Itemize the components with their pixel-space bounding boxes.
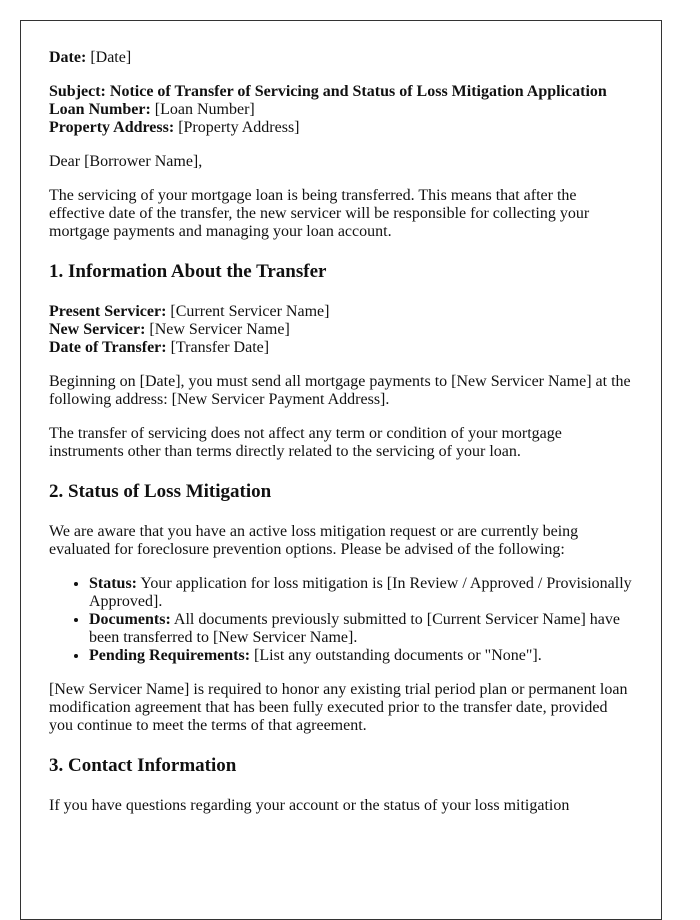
spacer <box>49 357 633 373</box>
transfer-date-value: [Transfer Date] <box>170 339 270 356</box>
contact-paragraph: If you have questions regarding your account or the status of your loss mitigation <box>49 797 570 814</box>
list-item-label: Documents: <box>89 611 171 628</box>
list-item-text: [List any outstanding documents or "None"]. <box>254 647 542 664</box>
present-servicer-value: [Current Servicer Name] <box>170 303 330 320</box>
spacer <box>49 137 633 153</box>
section-1-heading: 1. Information About the Transfer <box>49 261 327 282</box>
loan-number-line <box>49 101 633 119</box>
loss-mitigation-intro: We are aware that you have an active loss mitigation request or are currently being evaluated for foreclosure prevention options. Please be advised of the following: <box>49 523 579 558</box>
document-viewport <box>20 20 662 814</box>
list-item-label: Status: <box>89 575 138 592</box>
subject-label: Subject: <box>49 83 106 100</box>
list-item-pending-requirements <box>89 647 633 665</box>
letter-document <box>20 20 662 920</box>
transfer-details <box>49 303 633 357</box>
honor-agreement-paragraph: [New Servicer Name] is required to honor any existing trial period plan or permanent loan modification agreement that has been fully executed prior to the transfer date, provided you continue to meet the terms of that agreement. <box>49 681 628 734</box>
list-item-documents <box>89 611 633 647</box>
salutation: Dear [Borrower Name], <box>49 153 203 170</box>
loan-number-value: [Loan Number] <box>154 101 255 118</box>
date-value: [Date] <box>90 49 132 66</box>
new-servicer-label: New Servicer: <box>49 321 146 338</box>
payment-address-paragraph: Beginning on [Date], you must send all mortgage payments to [New Servicer Name] at the following address: [New Servicer Payment Address]. <box>49 373 631 408</box>
subject-line <box>49 83 633 101</box>
letter-meta <box>49 83 633 137</box>
date-line <box>49 49 633 67</box>
section-2-heading: 2. Status of Loss Mitigation <box>49 481 272 502</box>
property-address-value: [Property Address] <box>178 119 300 136</box>
list-item-text: Your application for loss mitigation is [In Review / Approved / Provisionally Approved]. <box>89 575 632 610</box>
section-3-heading: 3. Contact Information <box>49 755 237 776</box>
present-servicer-line <box>49 303 633 321</box>
list-item-label: Pending Requirements: <box>89 647 251 664</box>
list-item-text: All documents previously submitted to [Current Servicer Name] have been transferred to [New Servicer Name]. <box>89 611 620 646</box>
subject-value: Notice of Transfer of Servicing and Status of Loss Mitigation Application <box>109 83 607 100</box>
property-address-line <box>49 119 633 137</box>
transfer-date-label: Date of Transfer: <box>49 339 167 356</box>
new-servicer-line <box>49 321 633 339</box>
date-label: Date: <box>49 49 87 66</box>
new-servicer-value: [New Servicer Name] <box>149 321 290 338</box>
intro-paragraph: The servicing of your mortgage loan is being transferred. This means that after the effective date of the transfer, the new servicer will be responsible for collecting your mortgage payments and managing your loan account. <box>49 187 590 240</box>
property-address-label: Property Address: <box>49 119 175 136</box>
present-servicer-label: Present Servicer: <box>49 303 167 320</box>
terms-unaffected-paragraph: The transfer of servicing does not affect any term or condition of your mortgage instruments other than terms directly related to the servicing of your loan. <box>49 425 562 460</box>
list-item-status <box>89 575 633 611</box>
loan-number-label: Loan Number: <box>49 101 151 118</box>
transfer-date-line <box>49 339 633 357</box>
loss-mitigation-status-list <box>49 575 633 665</box>
